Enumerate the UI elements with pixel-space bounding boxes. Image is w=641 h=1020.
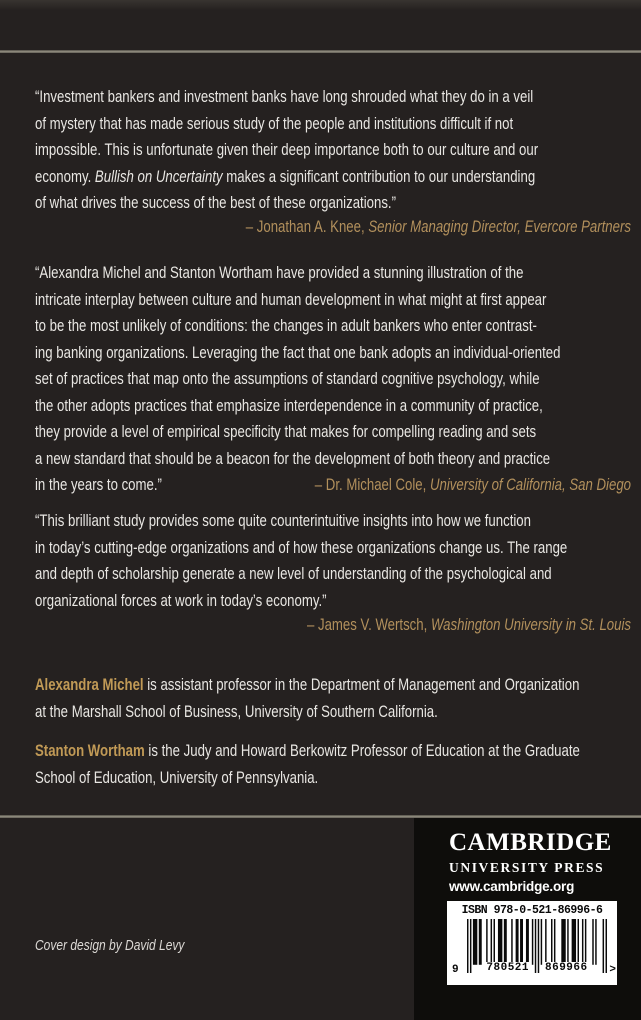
text-segment: “Alexandra Michel and Stanton Wortham have provided a stunning illustration of the xyxy=(35,264,524,282)
quote-line xyxy=(35,164,631,191)
attribution-2 xyxy=(315,472,631,499)
quote-lines xyxy=(35,260,631,472)
text-segment: “This brilliant study provides some quite counterintuitive insights into how we function xyxy=(35,512,531,530)
attribution-affiliation: University of California, San Diego xyxy=(429,476,631,494)
attribution-name: – Jonathan A. Knee, xyxy=(245,218,369,236)
author-bio-1 xyxy=(35,672,631,726)
barcode xyxy=(452,919,616,976)
quote-line xyxy=(35,340,631,367)
text-segment: at the Marshall School of Business, University of Southern California. xyxy=(35,703,438,721)
text-segment: set of practices that map onto the assumptions of standard cognitive psychology, while xyxy=(35,370,540,388)
text-segment: ing banking organizations. Leveraging the fact that one bank adopts an individual-oriented xyxy=(35,343,561,362)
author-name: Alexandra Michel xyxy=(35,676,144,694)
isbn-label: ISBN 978-0-521-86996-6 xyxy=(461,904,603,917)
quote-line xyxy=(35,313,631,340)
quote-line xyxy=(35,419,631,446)
quote-line xyxy=(35,137,631,164)
attribution-affiliation: Senior Managing Director, Evercore Partners xyxy=(368,218,631,236)
university-press-label: UNIVERSITY PRESS xyxy=(449,860,605,875)
isbn-barcode-box xyxy=(447,901,617,985)
quote-closing-line xyxy=(35,472,631,499)
text-segment: they provide a level of empirical specificity that makes for compelling reading and sets xyxy=(35,423,537,441)
text-segment: is assistant professor in the Department of Management and Organization xyxy=(143,676,580,694)
attribution-name: – James V. Wertsch, xyxy=(306,616,431,634)
text-segment: impossible. This is unfortunate given their deep importance both to our culture and our xyxy=(35,141,539,159)
barcode-digits xyxy=(467,962,607,975)
text-segment: of what drives the success of the best of these organizations.” xyxy=(35,194,396,212)
quote-block-1 xyxy=(35,84,631,217)
barcode-digit-group: 780521 xyxy=(486,962,529,974)
text-segment: a new standard that should be a beacon for the development of both theory and practice xyxy=(35,449,551,468)
quote-closing-text: in the years to come.” xyxy=(35,476,162,494)
barcode-leading-digit: 9 xyxy=(452,964,459,976)
bio-line xyxy=(35,672,631,699)
text-segment: economy. xyxy=(35,167,95,186)
quote-line xyxy=(35,446,631,473)
quote-line xyxy=(35,508,631,535)
cambridge-wordmark: CAMBRIDGE xyxy=(449,829,612,856)
quote-line xyxy=(35,84,631,111)
bio-line xyxy=(35,699,631,726)
attribution-name: – Dr. Michael Cole, xyxy=(314,476,430,494)
attribution-1 xyxy=(35,214,631,241)
barcode-digit-group: 869966 xyxy=(545,962,588,974)
bio-line xyxy=(35,738,631,765)
quote-line xyxy=(35,190,631,217)
quote-line xyxy=(35,561,631,588)
quote-block-3 xyxy=(35,508,631,614)
quote-line xyxy=(35,111,631,138)
quote-line xyxy=(35,535,631,562)
text-segment: makes a significant contribution to our understanding xyxy=(222,167,536,186)
publisher-logo xyxy=(449,828,612,897)
quote-line xyxy=(35,260,631,287)
text-segment: in today’s cutting-edge organizations and of how these organizations change us. The range xyxy=(35,538,568,557)
text-segment: to be the most unlikely of conditions: the changes in adult bankers who enter contrast- xyxy=(35,317,537,335)
quote-line xyxy=(35,588,631,615)
barcode-arrow: > xyxy=(609,964,616,976)
text-segment: is the Judy and Howard Berkowitz Professor of Education at the Graduate xyxy=(144,742,580,760)
text-segment: of mystery that has made serious study of the people and institutions difficult if not xyxy=(35,114,514,133)
text-segment: “Investment bankers and investment banks have long shrouded what they do in a veil xyxy=(35,88,534,106)
quote-block-2 xyxy=(35,260,631,499)
cover-design-credit: Cover design by David Levy xyxy=(35,937,185,954)
italic-text: Bullish on Uncertainty xyxy=(94,167,223,186)
quote-line xyxy=(35,366,631,393)
text-segment: the other adopts practices that emphasize interdependence in a community of practice, xyxy=(35,396,543,415)
text-segment: organizational forces at work in today’s economy.” xyxy=(35,591,327,610)
bio-line xyxy=(35,765,631,792)
attribution-affiliation: Washington University in St. Louis xyxy=(430,616,631,634)
quote-line xyxy=(35,287,631,314)
author-bio-2 xyxy=(35,738,631,792)
text-segment: intricate interplay between culture and human development in what might at first appear xyxy=(35,290,547,309)
publisher-website: www.cambridge.org xyxy=(449,879,575,894)
author-name: Stanton Wortham xyxy=(35,742,145,760)
quote-line xyxy=(35,393,631,420)
text-segment: School of Education, University of Pennsylvania. xyxy=(35,769,319,787)
attribution-3 xyxy=(35,612,631,639)
text-segment: and depth of scholarship generate a new level of understanding of the psychological and xyxy=(35,565,552,583)
